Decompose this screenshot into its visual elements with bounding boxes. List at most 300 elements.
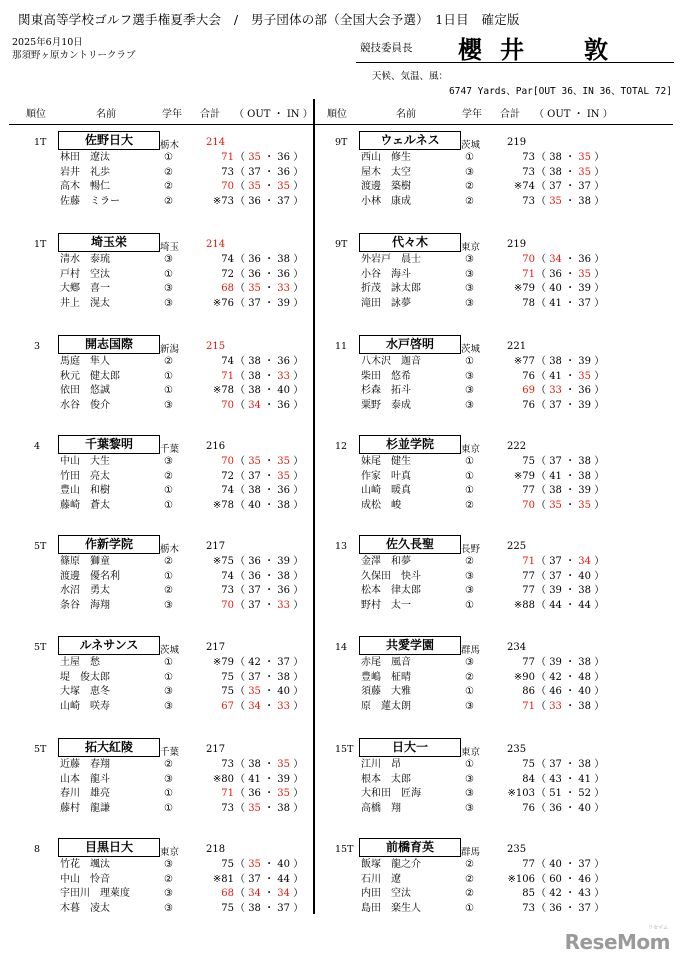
player-total: 71 [221,370,234,382]
player-in: 38 [277,570,291,582]
col-outin: （ OUT ・ IN ） [234,109,313,120]
player-name: 藤崎 蒼太 [60,499,110,511]
player-total: ※79 [513,470,535,482]
player-name: 豊嶋 柾晴 [361,671,411,683]
player-out: 34 [248,888,261,899]
player-out: 36 [248,570,261,582]
player-name: 粟野 泰成 [361,399,411,411]
player-grade: ① [164,485,173,496]
player-out-in: （ 34 ・ 33 ） [235,700,304,712]
team-block [8,838,308,938]
player-grade: ① [164,385,173,396]
player-grade: ① [164,657,173,668]
player-row [8,699,308,714]
team-block [8,738,308,838]
player-row [309,699,609,714]
team-name: 開志国際 [58,335,160,354]
player-row [8,469,308,484]
player-name: 山崎 暖真 [361,485,411,496]
player-name: 成松 峻 [361,499,401,511]
player-name: 豊山 和樹 [60,485,110,496]
player-grade: ② [465,195,474,207]
player-name: 金澤 和夢 [361,556,411,567]
player-name: 赤尾 風音 [361,657,411,668]
player-out: 38 [248,902,261,914]
team-rank: 9T [335,137,348,148]
player-total: ※73 [212,195,234,207]
player-grade: ② [465,888,474,899]
player-in: 39 [277,297,291,309]
player-out: 35 [248,802,261,814]
player-out-in: （ 37 ・ 33 ） [235,599,304,611]
player-in: 38 [578,470,592,482]
player-total: 75 [522,456,535,467]
player-out: 37 [248,671,261,683]
player-row [8,281,308,296]
player-out: 37 [248,297,261,309]
player-row [309,772,609,787]
player-out: 37 [248,599,261,611]
team-prefecture: 千葉 [160,747,180,758]
team-name: 前橋育英 [359,838,461,857]
player-in: 38 [277,254,291,265]
team-rank: 5T [34,744,47,755]
player-name: 岩井 礼歩 [60,166,110,178]
player-in: 37 [578,181,592,192]
player-in: 38 [578,700,592,712]
team-rank: 11 [335,341,348,352]
team-name: ウェルネス [359,131,461,150]
player-name: 小谷 海斗 [361,268,411,280]
player-out-in: （ 43 ・ 41 ） [536,773,605,785]
player-name: 藤村 龍謙 [60,802,110,814]
team-rank: 12 [335,441,348,452]
player-out-in: （ 42 ・ 43 ） [536,888,605,899]
player-total: 71 [522,700,535,712]
player-grade: ① [164,152,173,163]
team-prefecture: 東京 [461,242,481,253]
team-total: 235 [507,744,527,755]
player-row [8,857,308,872]
player-name: 須藤 大雅 [361,686,411,697]
player-out-in: （ 37 ・ 37 ） [536,181,605,192]
player-row [309,786,609,801]
player-total: 70 [522,254,535,265]
team-prefecture: 群馬 [461,847,481,858]
player-out-in: （ 38 ・ 36 ） [235,356,304,367]
player-name: 根本 太郎 [361,773,411,785]
team-name: 目黒日大 [58,838,160,857]
player-name: 春川 雄亮 [60,788,110,799]
team-rank: 3 [34,341,41,352]
player-out-in: （ 37 ・ 40 ） [536,570,605,582]
player-name: 篠原 獅童 [60,556,110,567]
player-out-in: （ 36 ・ 39 ） [235,556,304,567]
player-row [8,454,308,469]
player-row [309,267,609,282]
player-name: 妹尾 健生 [361,456,411,467]
team-name: 代々木 [359,233,461,252]
player-total: 70 [221,456,234,467]
player-in: 33 [277,283,291,294]
player-in: 44 [277,873,291,885]
player-out: 37 [549,181,562,192]
player-in: 52 [578,788,592,799]
player-total: 72 [221,470,234,482]
player-grade: ① [164,788,173,799]
player-total: 73 [221,585,234,596]
player-out: 51 [549,788,562,799]
player-out-in: （ 35 ・ 33 ） [235,283,304,294]
player-row [309,296,609,311]
player-row [309,757,609,772]
player-out: 38 [549,166,562,178]
player-in: 43 [578,888,592,899]
player-out-in: （ 38 ・ 36 ） [235,485,304,496]
weather-label: 天候、気温、風： [372,71,449,82]
player-out-in: （ 36 ・ 40 ） [536,802,605,814]
player-total: 75 [221,686,234,697]
player-name: 竹花 颯汰 [60,859,110,870]
player-out-in: （ 37 ・ 36 ） [235,585,304,596]
team-total: 214 [206,239,226,250]
player-name: 中山 大生 [60,456,110,467]
player-name: 渡邊 築樹 [361,181,411,192]
player-out: 41 [549,297,562,309]
player-grade: ③ [465,585,474,596]
player-in: 38 [277,802,291,814]
team-total: 215 [206,341,226,352]
player-grade: ③ [465,399,474,411]
col-grade: 学年 [162,109,182,120]
team-total: 221 [507,341,527,352]
player-in: 37 [578,297,592,309]
player-out-in: （ 60 ・ 46 ） [536,873,605,885]
team-block [8,233,308,333]
player-total: 75 [522,759,535,770]
player-total: ※74 [513,181,535,192]
player-out-in: （ 40 ・ 39 ） [536,283,605,294]
player-name: 条谷 海翔 [60,599,110,611]
player-name: 西山 修生 [361,152,411,163]
player-in: 44 [578,599,592,611]
player-out-in: （ 36 ・ 37 ） [235,195,304,207]
team-prefecture: 東京 [160,847,180,858]
player-out-in: （ 35 ・ 38 ） [536,195,605,207]
player-grade: ③ [164,297,173,309]
team-prefecture: 東京 [461,444,481,455]
player-row [309,252,609,267]
player-in: 37 [578,902,592,914]
player-in: 34 [277,888,291,899]
player-row [309,398,609,413]
player-row [309,179,609,194]
player-out: 37 [248,873,261,885]
player-total: ※106 [507,873,535,885]
player-row [309,454,609,469]
player-total: 71 [221,152,234,163]
player-total: 76 [522,802,535,814]
player-total: 73 [522,152,535,163]
player-row [309,383,609,398]
player-total: 74 [221,485,234,496]
player-out: 34 [248,700,261,712]
player-grade: ② [164,759,173,770]
player-out-in: （ 36 ・ 38 ） [235,570,304,582]
player-out: 60 [549,873,562,885]
player-row [309,469,609,484]
player-name: 小林 康成 [361,195,411,207]
player-row [8,296,308,311]
team-prefecture: 栃木 [160,140,180,151]
player-name: 折茂 詠太郎 [361,283,421,294]
team-rank: 8 [34,844,41,855]
player-row [309,498,609,513]
player-total: 78 [522,297,535,309]
player-in: 39 [277,556,291,567]
col-rank: 順位 [26,109,46,120]
player-name: 滝田 詠夢 [361,297,411,309]
team-total: 217 [206,642,226,653]
player-total: 86 [522,686,535,697]
player-out: 35 [248,283,261,294]
player-name: 渡邊 優名利 [60,570,120,582]
player-out: 35 [549,195,562,207]
player-in: 35 [578,268,592,280]
player-out-in: （ 34 ・ 34 ） [235,888,304,899]
team-prefecture: 東京 [461,747,481,758]
player-out: 35 [248,152,261,163]
player-in: 37 [277,195,291,207]
player-out-in: （ 41 ・ 38 ） [536,470,605,482]
player-grade: ③ [465,570,474,582]
player-row [309,194,609,209]
player-total: 74 [221,570,234,582]
player-name: 柴田 悠希 [361,370,411,382]
player-name: 外岩戸 晨士 [361,254,421,265]
player-grade: ② [465,499,474,511]
player-name: 近藤 春翔 [60,759,110,770]
player-row [8,757,308,772]
player-total: 77 [522,585,535,596]
team-rank: 15T [335,844,354,855]
player-out: 38 [248,370,261,382]
player-row [8,684,308,699]
player-out: 37 [248,166,261,178]
player-row [309,165,609,180]
player-row [8,872,308,887]
player-in: 36 [277,356,291,367]
player-total: 74 [221,356,234,367]
player-grade: ③ [465,802,474,814]
player-out-in: （ 46 ・ 40 ） [536,686,605,697]
team-total: 222 [507,441,527,452]
team-total: 225 [507,541,527,552]
player-total: 70 [221,599,234,611]
player-row [8,165,308,180]
player-in: 40 [578,802,592,814]
player-name: 内田 空汰 [361,888,411,899]
player-name: 高木 暢仁 [60,181,110,192]
player-out: 37 [549,570,562,582]
player-grade: ② [465,873,474,885]
player-in: 35 [578,499,592,511]
player-row [8,150,308,165]
player-out-in: （ 36 ・ 37 ） [536,902,605,914]
player-out-in: （ 51 ・ 52 ） [536,788,605,799]
player-out-in: （ 39 ・ 38 ） [536,657,605,668]
team-total: 219 [507,239,527,250]
team-rank: 1T [34,137,47,148]
player-out: 35 [248,859,261,870]
team-total: 235 [507,844,527,855]
player-out: 39 [549,585,562,596]
committee-label: 競技委員長 [360,42,413,54]
player-total: 75 [221,902,234,914]
event-date: 2025年6月10日 [12,37,83,48]
team-name: 佐久長聖 [359,535,461,554]
player-out: 46 [549,686,562,697]
player-grade: ① [465,152,474,163]
player-total: 77 [522,657,535,668]
team-name: 水戸啓明 [359,335,461,354]
player-total: 75 [221,859,234,870]
team-prefecture: 千葉 [160,444,180,455]
col-outin: （ OUT ・ IN ） [534,109,613,120]
player-out-in: （ 37 ・ 38 ） [536,456,605,467]
player-in: 36 [578,254,592,265]
player-name: 野村 太一 [361,599,411,611]
player-out: 37 [549,556,562,567]
player-out-in: （ 34 ・ 36 ） [235,399,304,411]
player-out-in: （ 37 ・ 39 ） [536,399,605,411]
player-out-in: （ 37 ・ 38 ） [536,759,605,770]
team-prefecture: 長野 [461,544,481,555]
player-out-in: （ 35 ・ 40 ） [235,686,304,697]
player-total: 71 [522,556,535,567]
player-row [8,398,308,413]
player-out-in: （ 38 ・ 35 ） [536,152,605,163]
team-total: 216 [206,441,226,452]
team-prefecture: 埼玉 [160,242,180,253]
player-total: 70 [221,399,234,411]
player-in: 39 [578,399,592,411]
player-out: 38 [549,485,562,496]
player-in: 39 [578,283,592,294]
player-row [309,554,609,569]
player-out-in: （ 37 ・ 39 ） [235,297,304,309]
player-total: 74 [221,254,234,265]
player-out-in: （ 37 ・ 36 ） [235,166,304,178]
team-name: 埼玉栄 [58,233,160,252]
player-in: 39 [578,356,592,367]
player-name: 井上 滉太 [60,297,110,309]
player-out: 35 [248,456,261,467]
player-in: 38 [578,585,592,596]
player-in: 40 [277,686,291,697]
player-name: 佐藤 ミラー [60,195,120,207]
team-block [8,335,308,435]
player-name: 屋木 太空 [361,166,411,178]
team-rank: 14 [335,642,348,653]
team-block [309,131,609,231]
player-out: 42 [248,657,261,668]
player-name: 杉森 拓斗 [361,385,411,396]
player-out-in: （ 36 ・ 38 ） [235,254,304,265]
player-out-in: （ 38 ・ 39 ） [536,485,605,496]
player-out-in: （ 40 ・ 37 ） [536,859,605,870]
player-out: 38 [248,485,261,496]
player-out: 34 [248,399,261,411]
player-grade: ③ [465,370,474,382]
player-grade: ② [164,556,173,567]
team-rank: 5T [34,642,47,653]
team-prefecture: 群馬 [461,645,481,656]
player-grade: ③ [465,700,474,712]
player-grade: ③ [164,599,173,611]
player-in: 38 [578,759,592,770]
player-grade: ③ [164,686,173,697]
team-block [309,435,609,535]
player-in: 35 [578,370,592,382]
player-grade: ③ [164,254,173,265]
player-out-in: （ 37 ・ 44 ） [235,873,304,885]
player-grade: ③ [164,888,173,899]
player-row [8,598,308,613]
player-total: 85 [522,888,535,899]
player-row [309,369,609,384]
page-title: 関東高等学校ゴルフ選手権夏季大会 / 男子団体の部（全国大会予選） 1日目 確定版 [18,12,520,27]
player-row [309,801,609,816]
player-row [309,670,609,685]
player-row [309,354,609,369]
team-block [8,535,308,635]
player-total: 73 [221,802,234,814]
player-in: 38 [277,499,291,511]
player-out: 40 [549,283,562,294]
player-out: 40 [248,499,261,511]
player-grade: ① [164,499,173,511]
header-divider [9,124,673,125]
team-name: 佐野日大 [58,131,160,150]
player-out: 36 [549,902,562,914]
team-block [309,738,609,838]
player-row [309,483,609,498]
player-out: 37 [248,585,261,596]
player-out-in: （ 33 ・ 36 ） [536,385,605,396]
team-total: 217 [206,744,226,755]
player-out-in: （ 41 ・ 37 ） [536,297,605,309]
player-out-in: （ 35 ・ 38 ） [235,802,304,814]
player-in: 35 [578,166,592,178]
team-total: 219 [507,137,527,148]
team-name: 杉並学院 [359,435,461,454]
player-in: 36 [277,585,291,596]
player-total: 69 [522,385,535,396]
player-row [309,569,609,584]
team-total: 218 [206,844,226,855]
player-total: ※75 [212,556,234,567]
player-out: 36 [248,788,261,799]
player-grade: ③ [465,254,474,265]
player-name: 飯塚 龍之介 [361,859,421,870]
player-row [8,670,308,685]
player-grade: ② [465,181,474,192]
player-in: 48 [578,671,592,683]
col-name: 名前 [396,109,416,120]
player-total: ※78 [212,385,234,396]
player-grade: ② [465,556,474,567]
